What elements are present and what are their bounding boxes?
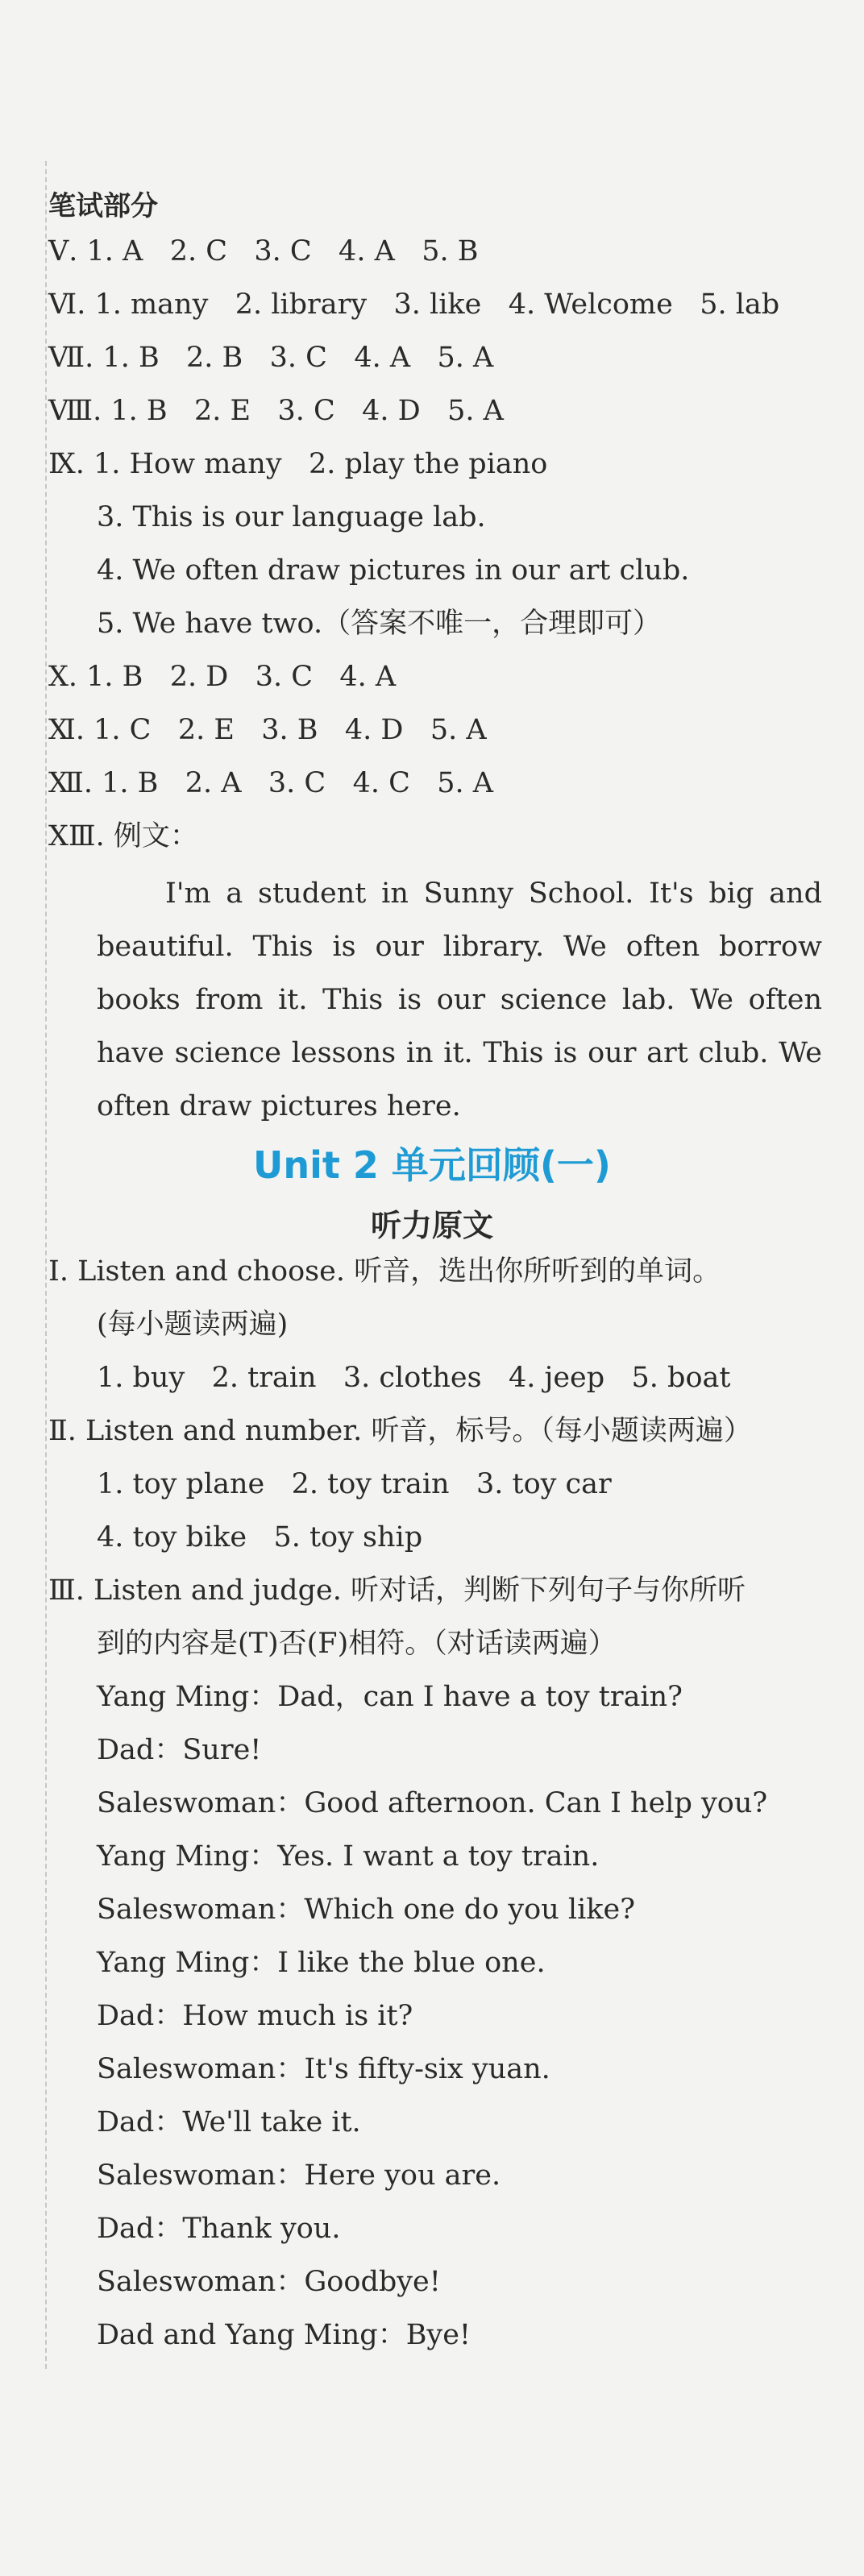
script-line: (每小题读两遍) — [97, 1309, 289, 1341]
script-line: 4. toy bike 5. toy ship — [97, 1521, 423, 1553]
dialogue-line: Dad：How much is it? — [97, 2000, 413, 2032]
dialogue-line: Saleswoman：Here you are. — [97, 2159, 501, 2192]
dialogue-line: Dad：Thank you. — [97, 2213, 341, 2245]
answer-line: Ⅵ. 1. many 2. library 3. like 4. Welcome 5. lab — [48, 288, 780, 321]
script-line: 到的内容是(T)否(F)相符。（对话读两遍） — [97, 1628, 617, 1660]
dialogue-line: Saleswoman：Which one do you like? — [97, 1894, 635, 1926]
dialogue-line: Saleswoman：Good afternoon. Can I help you? — [97, 1787, 768, 1819]
answer-line: Ⅷ. 1. B 2. E 3. C 4. D 5. A — [48, 395, 504, 427]
answer-line: Ⅹ. 1. B 2. D 3. C 4. A — [48, 661, 397, 693]
model-essay: I'm a student in Sunny School. It's big and beautiful. This is our library. We often borrow books from it. This is our science lab. We often have science lessons in it. This is our art club. We often draw pictures here. — [97, 877, 822, 1122]
dialogue-line: Yang Ming：I like the blue one. — [97, 1947, 546, 1979]
dialogue-line: Dad：We'll take it. — [97, 2106, 361, 2138]
script-line: 1. buy 2. train 3. clothes 4. jeep 5. boat — [97, 1362, 731, 1394]
answer-line: Ⅸ. 1. How many 2. play the piano — [48, 448, 548, 480]
written-section-heading: 笔试部分 — [48, 190, 158, 222]
answer-line: Ⅺ. 1. C 2. E 3. B 4. D 5. A — [48, 714, 487, 746]
unit-title: Unit 2 单元回顾(一) — [253, 1143, 611, 1187]
answer-line: 3. This is our language lab. — [97, 501, 486, 533]
dialogue-line: Dad and Yang Ming：Bye! — [97, 2319, 471, 2351]
dialogue-line: Yang Ming：Yes. I want a toy train. — [97, 1840, 600, 1873]
listening-script-title: 听力原文 — [370, 1208, 493, 1243]
script-line: Ⅰ. Listen and choose. 听音，选出你所听到的单词。 — [48, 1255, 721, 1288]
dialogue-line: Saleswoman：Goodbye! — [97, 2266, 441, 2298]
script-line: 1. toy plane 2. toy train 3. toy car — [97, 1468, 612, 1500]
dialogue-line: Saleswoman：It's fifty-six yuan. — [97, 2053, 550, 2085]
dialogue-line: Dad：Sure! — [97, 1734, 262, 1766]
answer-line: 5. We have two.（答案不唯一，合理即可） — [97, 608, 662, 640]
answer-line: 4. We often draw pictures in our art club. — [97, 554, 690, 587]
answer-line: Ⅴ. 1. A 2. C 3. C 4. A 5. B — [48, 235, 479, 268]
answer-line: ⅩⅢ. 例文： — [48, 820, 198, 852]
script-line: Ⅲ. Listen and judge. 听对话，判断下列句子与你所听 — [48, 1574, 746, 1607]
script-line: Ⅱ. Listen and number. 听音，标号。（每小题读两遍） — [48, 1415, 752, 1447]
dialogue-line: Yang Ming：Dad，can I have a toy train? — [97, 1681, 683, 1713]
answer-line: Ⅶ. 1. B 2. B 3. C 4. A 5. A — [48, 342, 494, 374]
answer-line: Ⅻ. 1. B 2. A 3. C 4. C 5. A — [48, 767, 494, 799]
